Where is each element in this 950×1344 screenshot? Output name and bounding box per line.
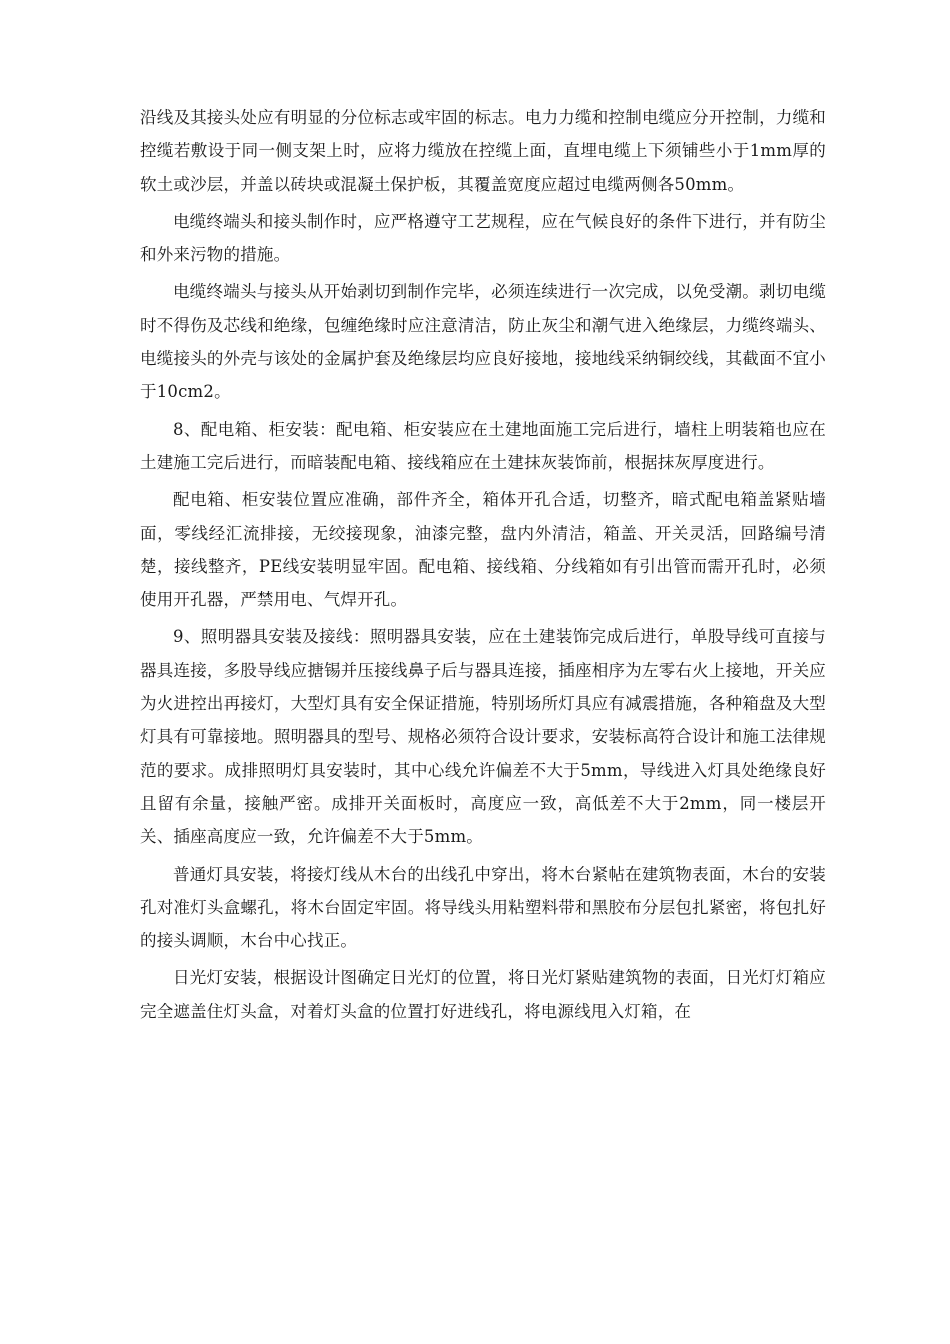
paragraph-distribution-box-position: 配电箱、柜安装位置应准确，部件齐全，箱体开孔合适，切整齐，暗式配电箱盖紧贴墙面，零线经汇流排接，无绞接现象，油漆完整，盘内外清洁，箱盖、开关灵活，回路编号清楚，接线整齐，PE线安装明显牢固。配电箱、接线箱、分线箱如有引出管而需开孔时，必须使用开孔器，严禁用电、气焊开孔。 — [140, 490, 826, 610]
paragraph-distribution-box-install: 8、配电箱、柜安装：配电箱、柜安装应在土建地面施工完后进行，墙柱上明装箱也应在土建施工完后进行，而暗装配电箱、接线箱应在土建抹灰装饰前，根据抹灰厚度进行。 — [140, 419, 826, 472]
paragraph-stripping-grounding: 电缆终端头与接头从开始剥切到制作完毕，必须连续进行一次完成，以免受潮。剥切电缆时不得伤及芯线和绝缘，包缠绝缘时应注意清洁，防止灰尘和潮气进入绝缘层，力缆终端头、电缆接头的外壳与该处的金属护套及绝缘层均应良好接地，接地线采纳铜绞线，其截面不宜小于10cm2。 — [140, 282, 826, 402]
document-body — [140, 101, 826, 1032]
paragraph-cable-marking: 沿线及其接头处应有明显的分位标志或牢固的标志。电力力缆和控制电缆应分开控制，力缆和控缆若敷设于同一侧支架上时，应将力缆放在控缆上面，直埋电缆上下须铺些小于1mm厚的软土或沙层，并盖以砖块或混凝土保护板，其覆盖宽度应超过电缆两侧各50mm。 — [140, 108, 826, 194]
paragraph-lighting-install: 9、照明器具安装及接线：照明器具安装，应在土建装饰完成后进行，单股导线可直接与器具连接，多股导线应搪锡并压接线鼻子后与器具连接，插座相序为左零右火上接地，开关应为火进控出再接灯，大型灯具有安全保证措施，特别场所灯具应有减震措施，各种箱盘及大型灯具有可靠接地。照明器具的型号、规格必须符合设计要求，安装标高符合设计和施工法律规范的要求。成排照明灯具安装时，其中心线允许偏差不大于5mm，导线进入灯具处绝缘良好且留有余量，接触严密。成排开关面板时，高度应一致，高低差不大于2mm，同一楼层开关、插座高度应一致，允许偏差不大于5mm。 — [140, 627, 826, 847]
paragraph-fluorescent-lamp: 日光灯安装，根据设计图确定日光灯的位置，将日光灯紧贴建筑物的表面，日光灯灯箱应完全遮盖住灯头盒，对着灯头盒的位置打好进线孔，将电源线甩入灯箱，在 — [140, 968, 826, 1021]
paragraph-terminal-production: 电缆终端头和接头制作时，应严格遵守工艺规程，应在气候良好的条件下进行，并有防尘和外来污物的措施。 — [140, 211, 826, 265]
paragraph-ordinary-lamp: 普通灯具安装，将接灯线从木台的出线孔中穿出，将木台紧帖在建筑物表面，木台的安装孔对准灯头盒螺孔，将木台固定牢固。将导线头用粘塑料带和黑胶布分层包扎紧密，将包扎好的接头调顺，木台中心找正。 — [140, 864, 826, 951]
